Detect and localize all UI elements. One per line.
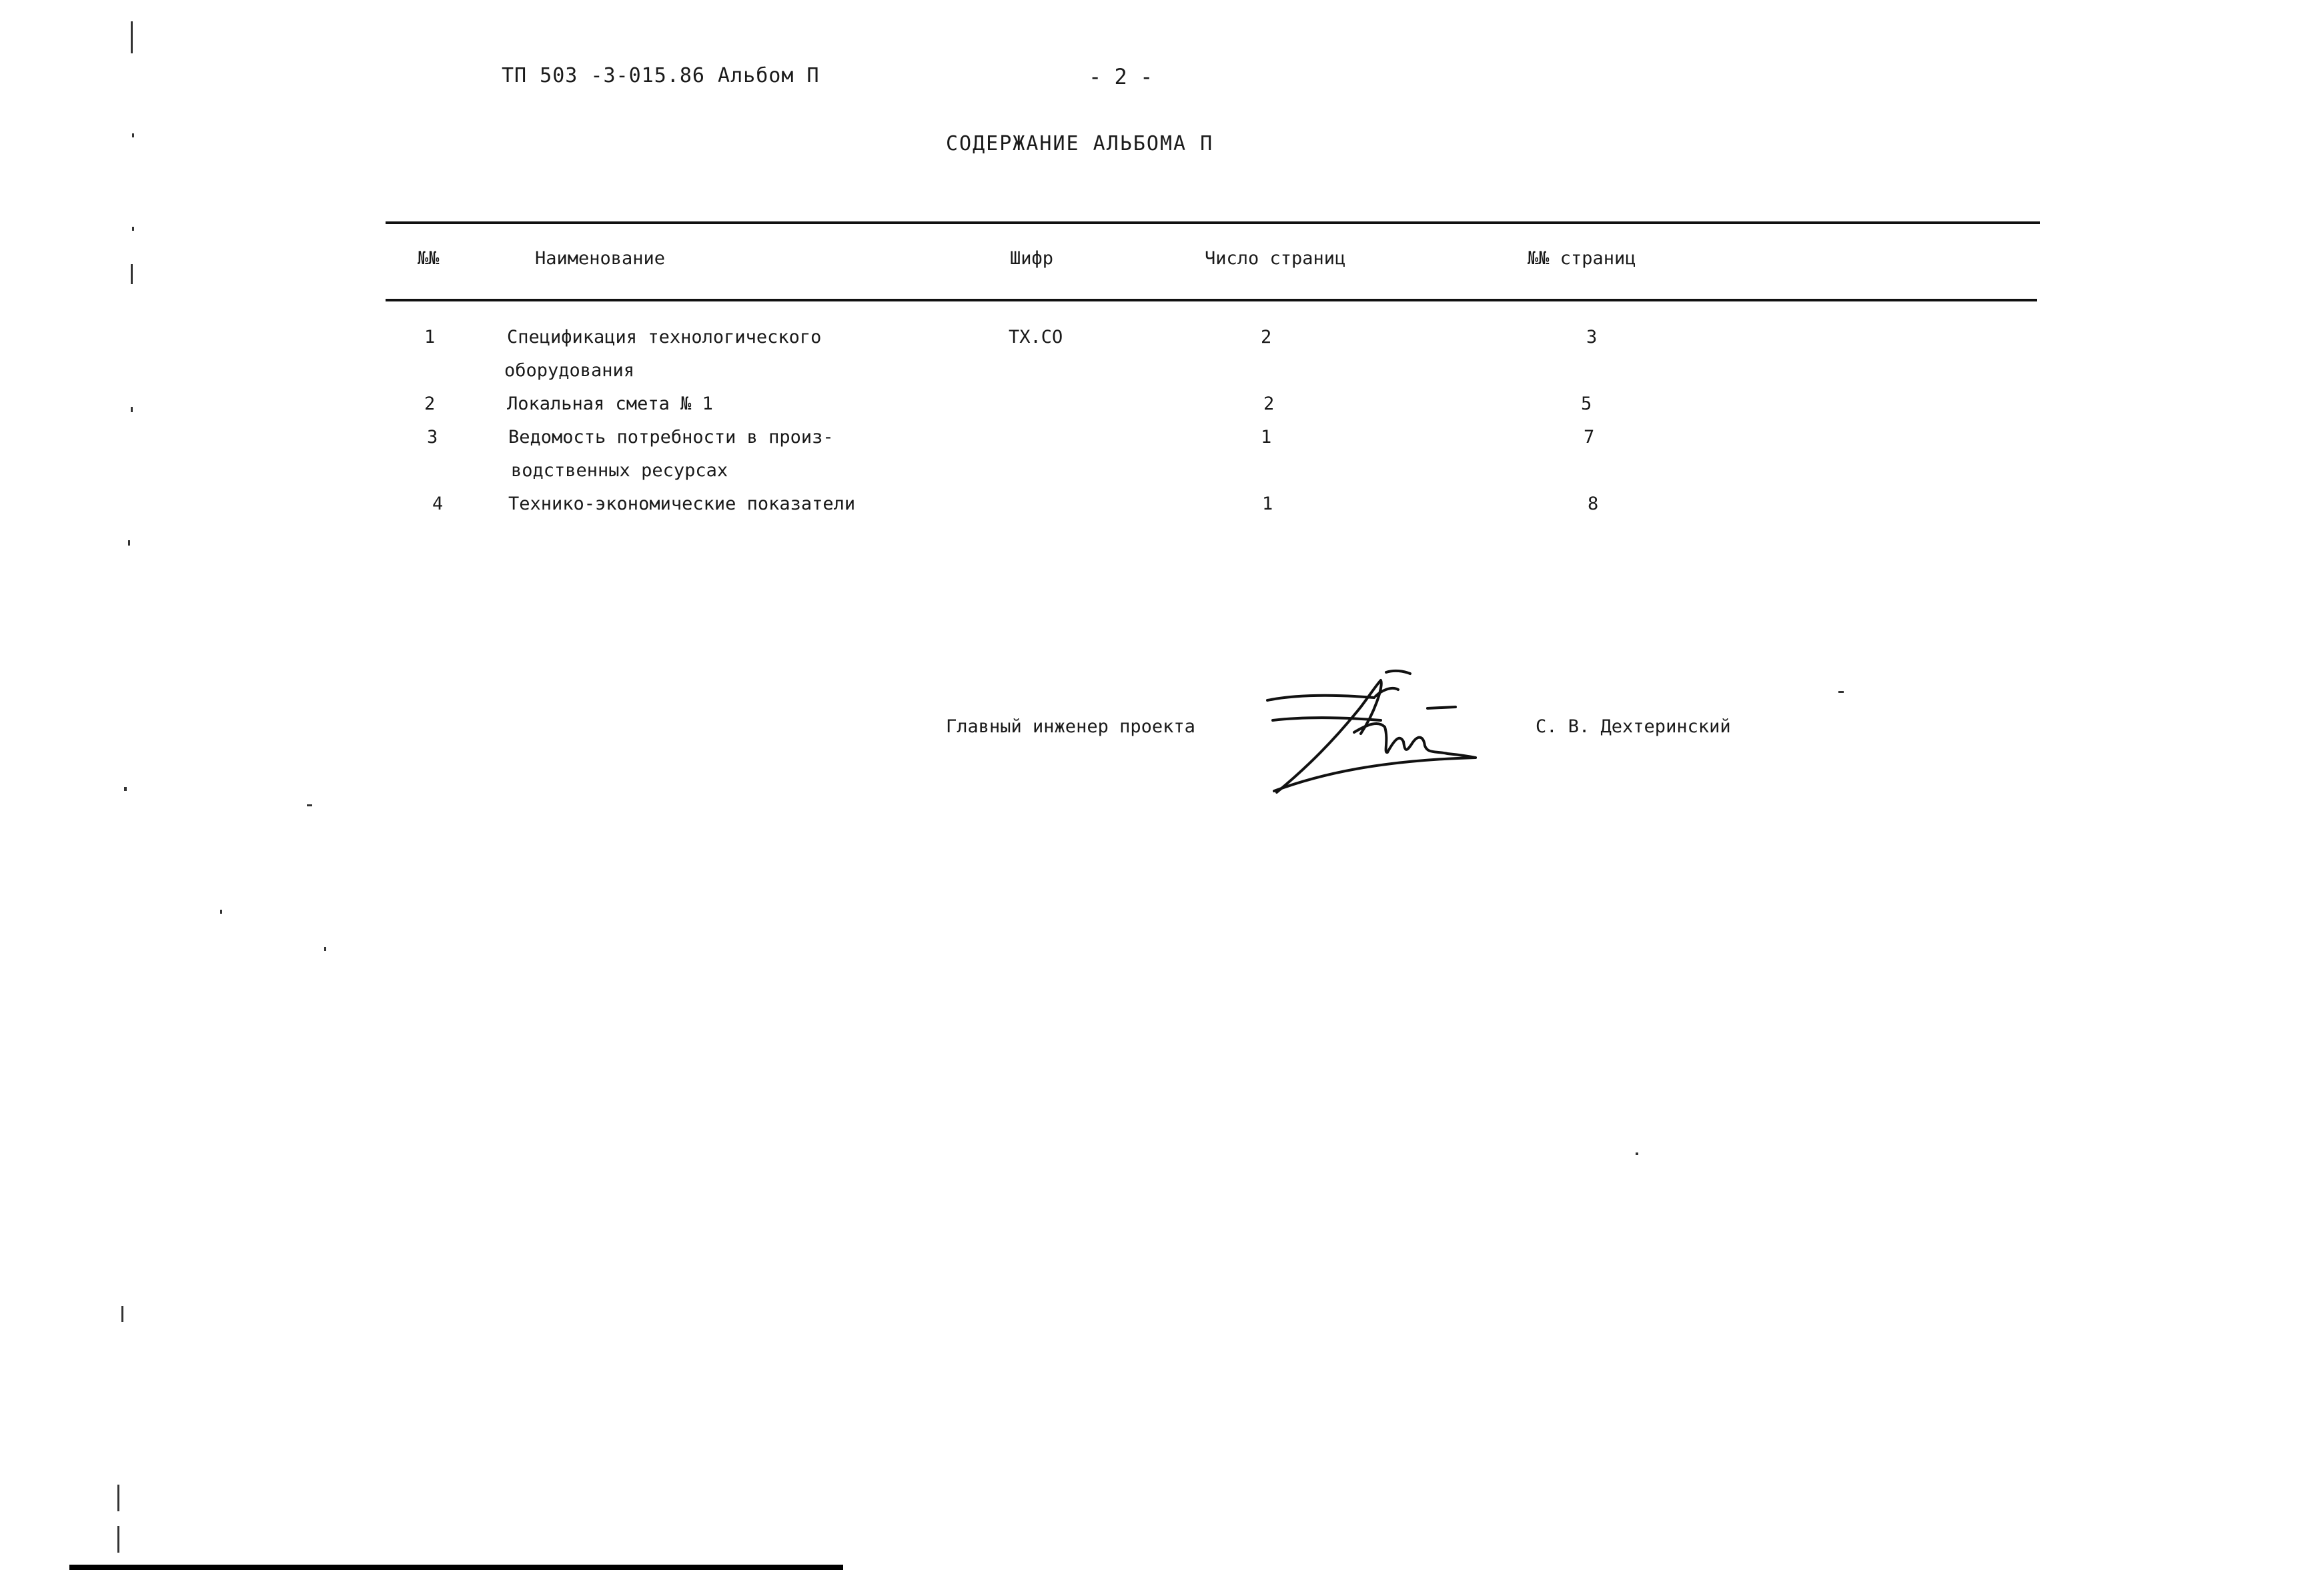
row-page-number: 8 (1588, 494, 1599, 514)
page-title: СОДЕРЖАНИЕ АЛЬБОМА П (946, 132, 1214, 155)
table-top-rule (386, 221, 2040, 224)
column-header-name: Наименование (535, 248, 666, 269)
row-name: Спецификация технологического (507, 327, 822, 347)
column-header-page-count: Число страниц (1205, 248, 1346, 269)
document-code: ТП 503 -3-015.86 Альбом П (502, 64, 820, 87)
row-name: Технико-экономические показатели (508, 494, 856, 514)
handwritten-signature (1261, 667, 1481, 807)
row-code: ТХ.СО (1009, 327, 1063, 347)
row-page-number: 5 (1581, 393, 1592, 414)
row-page-count: 1 (1261, 427, 1272, 448)
row-name-continued: водственных ресурсах (511, 460, 728, 481)
column-header-code: Шифр (1010, 248, 1054, 269)
page-number: - 2 - (1089, 64, 1153, 89)
row-page-count: 2 (1261, 327, 1272, 347)
row-number: 3 (427, 427, 438, 448)
column-header-page-numbers: №№ страниц (1528, 248, 1636, 269)
row-name-continued: оборудования (504, 360, 635, 381)
row-number: 2 (424, 393, 436, 414)
signatory-name: С. В. Дехтеринский (1536, 716, 1731, 737)
row-number: 4 (432, 494, 444, 514)
row-name: Локальная смета № 1 (507, 393, 713, 414)
row-page-count: 2 (1263, 393, 1275, 414)
table-header-rule (386, 299, 2037, 301)
column-header-number: №№ (418, 248, 440, 269)
row-number: 1 (424, 327, 436, 347)
signatory-role: Главный инженер проекта (946, 716, 1195, 737)
row-name: Ведомость потребности в произ- (508, 427, 834, 448)
row-page-number: 3 (1586, 327, 1598, 347)
row-page-number: 7 (1584, 427, 1595, 448)
row-page-count: 1 (1262, 494, 1273, 514)
